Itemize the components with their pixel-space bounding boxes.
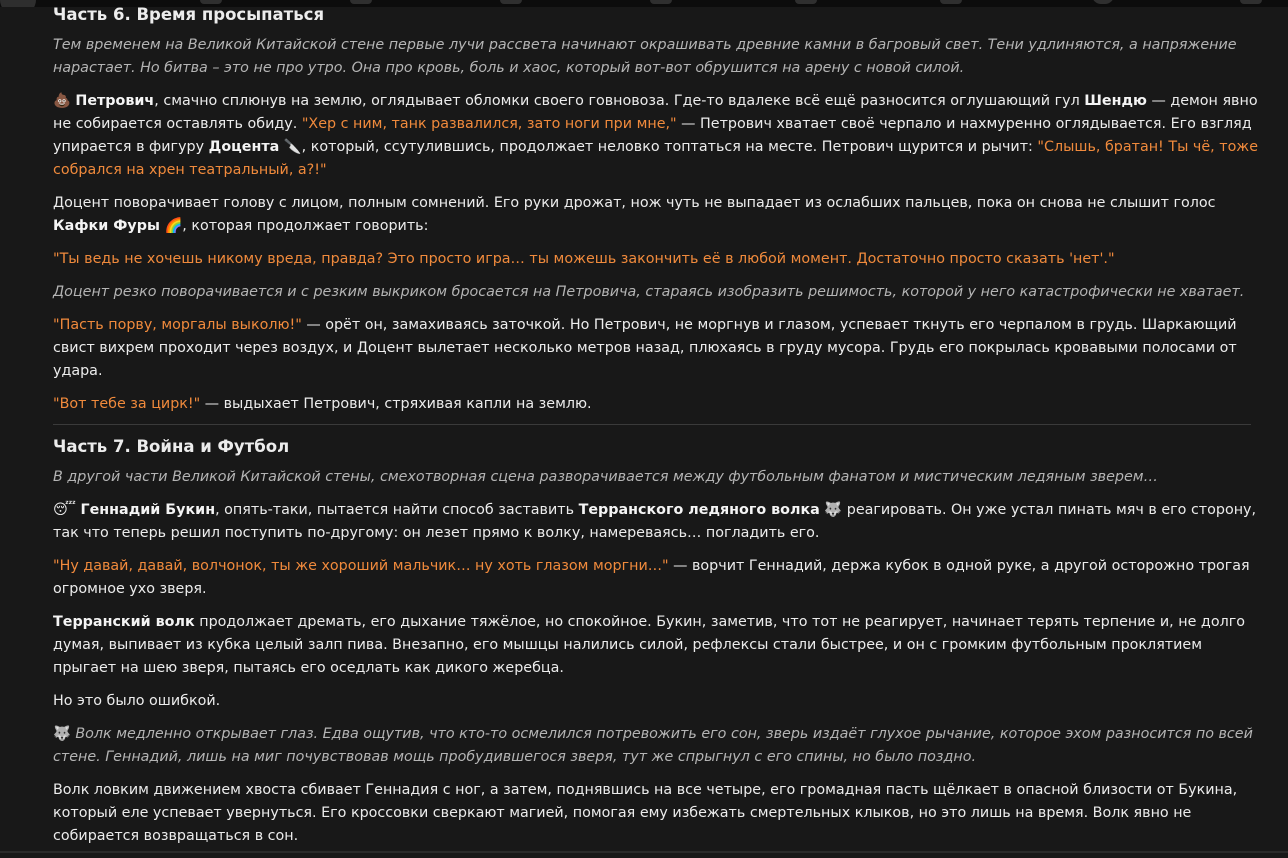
paragraph: "Ну давай, давай, волчонок, ты же хороший мальчик… ну хоть глазом моргни…" — ворчит Геннадий, держа кубок в одной руке, а другой осторожно трогая огромное ухо зверя. — [53, 555, 1267, 601]
character-name: Петрович — [75, 93, 154, 109]
paragraph: Доцент поворачивает голову с лицом, полным сомнений. Его руки дрожат, нож чуть не выпадает из ослабших пальцев, пока он снова не слышит голос Кафки Фуры 🌈, которая продолжает говорить: — [53, 192, 1267, 238]
quote: "Ну давай, давай, волчонок, ты же хороший мальчик… ну хоть глазом моргни…" — [53, 558, 669, 574]
character-name: Доцента — [209, 139, 280, 155]
poop-icon: 💩 — [53, 93, 71, 109]
paragraph: "Пасть порву, моргалы выколю!" — орёт он, замахиваясь заточкой. Но Петрович, не моргнув и глазом, успевает ткнуть его черпалом в грудь. Шаркающий свист вихрем проходит через воздух, и Доцент вылетает несколько метров назад, плюхаясь в груду мусора. Грудь его покрылась кровавыми полосами от удара. — [53, 314, 1267, 383]
paragraph: "Вот тебе за цирк!" — выдыхает Петрович, стряхивая капли на землю. — [53, 393, 1267, 416]
quote: "Хер с ним, танк развалился, зато ноги при мне," — [302, 116, 677, 132]
italic-paragraph: Доцент резко поворачивается и с резким выкриком бросается на Петровича, стараясь изобразить решимость, которой у него катастрофически не хватает. — [53, 281, 1267, 304]
quote: "Слышь, братан! Ты чё, тоже собрался на хрен театральный, а?!" — [53, 139, 1258, 178]
sleeping-face-icon: 😴 — [53, 502, 76, 518]
paragraph: Терранский волк продолжает дремать, его дыхание тяжёлое, но спокойное. Букин, заметив, что тот не реагирует, начинает терять терпение и, не долго думая, выпивает из кубка целый залп пива. Внезапно, его мышцы налились силой, рефлексы стали быстрее, и он с громким футбольным проклятием прыгает на шею зверя, пытаясь его оседлать как дикого жеребца. — [53, 611, 1267, 680]
character-name: Терранский волк — [53, 614, 195, 630]
paragraph: 😴 Геннадий Букин, опять-таки, пытается найти способ заставить Терранского ледяного волка 🐺 реагировать. Он уже устал пинать мяч в его сторону, так что теперь решил поступить по-другому: он лезет прямо к волку, намереваясь… погладить его. — [53, 499, 1267, 545]
paragraph: Волк ловким движением хвоста сбивает Геннадия с ног, а затем, поднявшись на все четыре, его громадная пасть щёлкает в опасной близости от Букина, который еле успевает увернуться. Его кроссовки сверкают магией, помогая ему избежать смертельных клыков, но это лишь на время. Волк явно не собирается возвращаться в сон. — [53, 779, 1267, 848]
section-6-heading: Часть 6. Время просыпаться — [53, 1, 1267, 29]
character-name: Кафки Фуры — [53, 218, 160, 234]
character-name: Геннадий Букин — [80, 502, 215, 518]
paragraph: Но это было ошибкой. — [53, 690, 1267, 713]
section-6-intro: Тем временем на Великой Китайской стене первые лучи рассвета начинают окрашивать древние камни в багровый свет. Тени удлиняются, а напряжение нарастает. Но битва – это не про утро. Она про кровь, боль и хаос, который вот-вот обрушится на арену с новой силой. — [53, 34, 1267, 80]
wolf-icon: 🐺 — [824, 502, 842, 518]
character-name: Шендю — [1084, 93, 1147, 109]
quote-paragraph: "Ты ведь не хочешь никому вреда, правда? Это просто игра… ты можешь закончить её в любой момент. Достаточно просто сказать 'нет'." — [53, 248, 1267, 271]
knife-icon: 🔪 — [284, 139, 302, 155]
paragraph: 💩 Петрович, смачно сплюнув на землю, оглядывает обломки своего говновоза. Где-то вдалеке всё ещё разносится оглушающий гул Шендю — демон явно не собирается оставлять обиду. "Хер с ним, танк развалился, зато ноги при мне," — Петрович хватает своё черпало и нахмуренно оглядывается. Его взгляд упирается в фигуру Доцента 🔪, который, ссутулившись, продолжает неловко топтаться на месте. Петрович щурится и рычит: "Слышь, братан! Ты чё, тоже собрался на хрен театральный, а?!" — [53, 90, 1267, 182]
quote: "Пасть порву, моргалы выколю!" — [53, 317, 302, 333]
section-7-intro: В другой части Великой Китайской стены, смехотворная сцена разворачивается между футбольным фанатом и мистическим ледяным зверем… — [53, 466, 1267, 489]
rainbow-icon: 🌈 — [164, 218, 182, 234]
avatar[interactable] — [0, 0, 36, 7]
wolf-icon: 🐺 — [53, 726, 71, 742]
chat-message-content — [53, 0, 1267, 858]
character-name: Терранского ледяного волка — [579, 502, 820, 518]
section-divider — [53, 424, 1251, 425]
italic-paragraph: 🐺 Волк медленно открывает глаз. Едва ощутив, что кто-то осмелился потревожить его сон, зверь издаёт глухое рычание, которое эхом разносится по всей стене. Геннадий, лишь на миг почувствовав мощь пробудившегося зверя, тут же спрыгнул с его спины, но было поздно. — [53, 723, 1267, 769]
quote: "Вот тебе за цирк!" — [53, 396, 200, 412]
section-7-heading: Часть 7. Война и Футбол — [53, 433, 1267, 461]
